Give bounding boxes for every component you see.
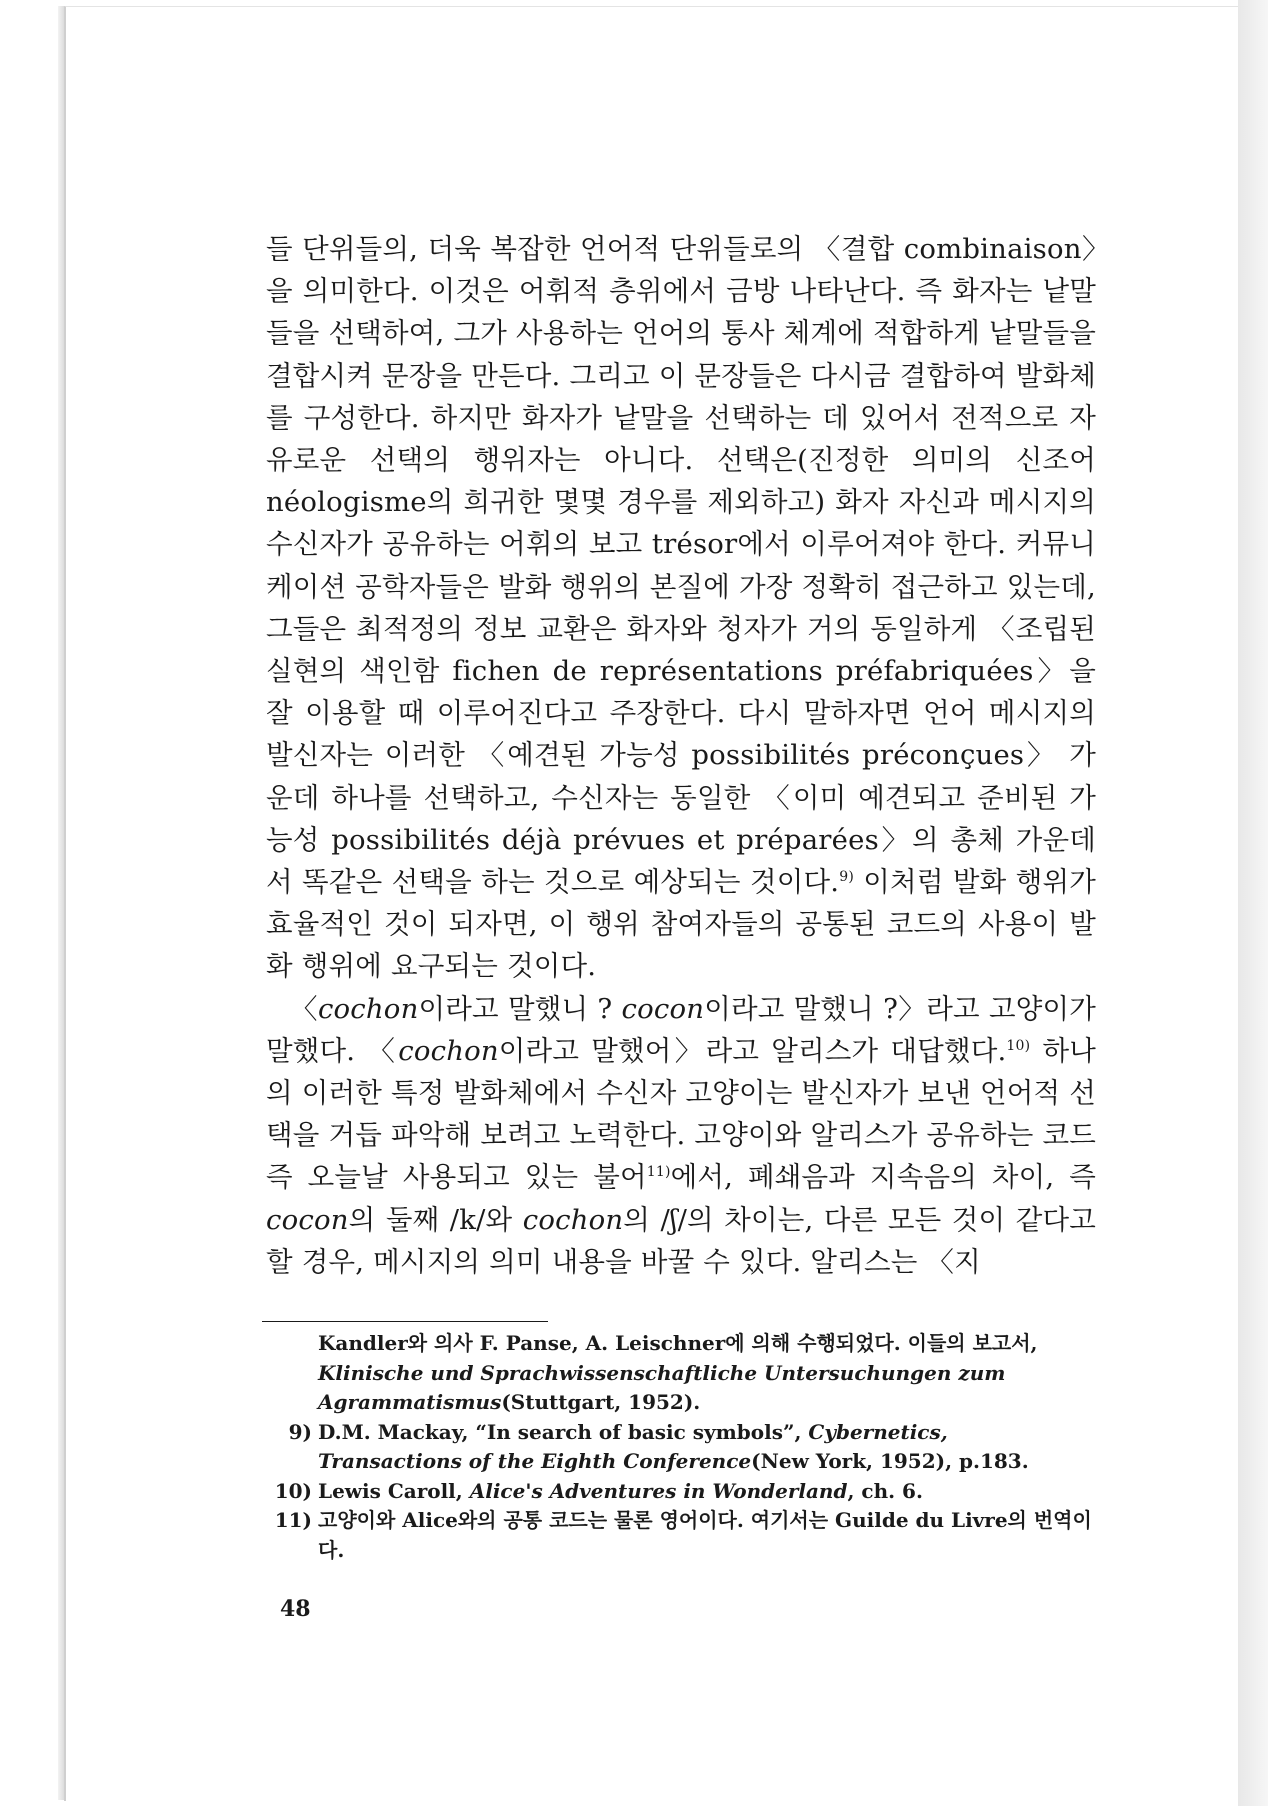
footnote-ref-10: 10) — [1006, 1037, 1031, 1054]
footnote-ref-9: 9) — [839, 869, 854, 886]
footnote-11: 11) 고양이와 Alice와의 공통 코드는 물론 영어이다. 여기서는 Guilde du Livre의 번역이다. — [268, 1506, 1098, 1565]
paragraph-2: 〈cochon이라고 말했니 ? cocon이라고 말했니 ?〉라고 고양이가 말했다. 〈cochon이라고 말했어〉라고 알리스가 대답했다.$^{10)}$ 하나의 이러한 특정 발화체에서 수신자 고양이는 발신자가 보낸 언어적 선택을 거듭 파악해 보려고 노력한다. 고양이와 알리스가 공유하는 코드 즉 오늘날 사용되고 있는 불어$^{11)}$에서, 폐쇄음과 지속음의 차이, 즉 cocon의 둘째 /k/와 cochon의 /ʃ/의 차이는, 다른 모든 것이 같다고 할 경우, 메시지의 의미 내용을 바꿀 수 있다. 알리스는 〈지 — [266, 992, 1096, 1278]
footnotes — [268, 1329, 1098, 1565]
footnote-9: 9) D.M. Mackay, “In search of basic symbols”, Cybernetics, Transactions of the Eighth Conference(New York, 1952), p.183. — [268, 1418, 1098, 1477]
footnote-number: 10) — [274, 1478, 312, 1503]
paragraph-1: 들 단위들의, 더욱 복잡한 언어적 단위들로의 〈결합 combinaison〉을 의미한다. 이것은 어휘적 층위에서 금방 나타난다. 즉 화자는 낱말들을 선택하여, 그가 사용하는 언어의 통사 체계에 적합하게 낱말들을 결합시켜 문장을 만든다. 그리고 이 문장들은 다시금 결합하여 발화체를 구성한다. 하지만 화자가 낱말을 선택하는 데 있어서 전적으로 자유로운 선택의 행위자는 아니다. 선택은(진정한 의미의 신조어 néologisme의 희귀한 몇몇 경우를 제외하고) 화자 자신과 메시지의 수신자가 공유하는 어휘의 보고 trésor에서 이루어져야 한다. 커뮤니케이션 공학자들은 발화 행위의 본질에 가장 정확히 접근하고 있는데, 그들은 최적정의 정보 교환은 화자와 청자가 거의 동일하게 〈조립된 실현의 색인함 fichen de représentations préfabriquées〉을 잘 이용할 때 이루어진다고 주장한다. 다시 말하자면 언어 메시지의 발신자는 이러한 〈예견된 가능성 possibilités préconçues〉 가운데 하나를 선택하고, 수신자는 동일한 〈이미 예견되고 준비된 가능성 possibilités déjà prévues et préparées〉의 총체 가운데서 똑같은 선택을 하는 것으로 예상되는 것이다.$^{9)}$ 이처럼 발화 행위가 효율적인 것이 되자면, 이 행위 참여자들의 공통된 코드의 사용이 발화 행위에 요구되는 것이다. — [266, 233, 1096, 983]
page-right-edge — [1238, 0, 1268, 1806]
footnote-separator — [262, 1321, 548, 1322]
page-number: 48 — [280, 1596, 311, 1622]
footnote-continued: Kandler와 의사 F. Panse, A. Leischner에 의해 수행되었다. 이들의 보고서, Klinische und Sprachwissenschaftliche Untersuchungen zum Agrammatismus(Stuttgart, 1952). — [318, 1331, 1038, 1414]
footnote-number: 9) — [288, 1419, 312, 1444]
footnote-10: 10) Lewis Caroll, Alice's Adventures in Wonderland, ch. 6. — [268, 1477, 1098, 1507]
footnote-number: 11) — [274, 1508, 312, 1532]
footnote-ref-11: 11) — [646, 1164, 671, 1181]
main-text — [266, 228, 1096, 1283]
